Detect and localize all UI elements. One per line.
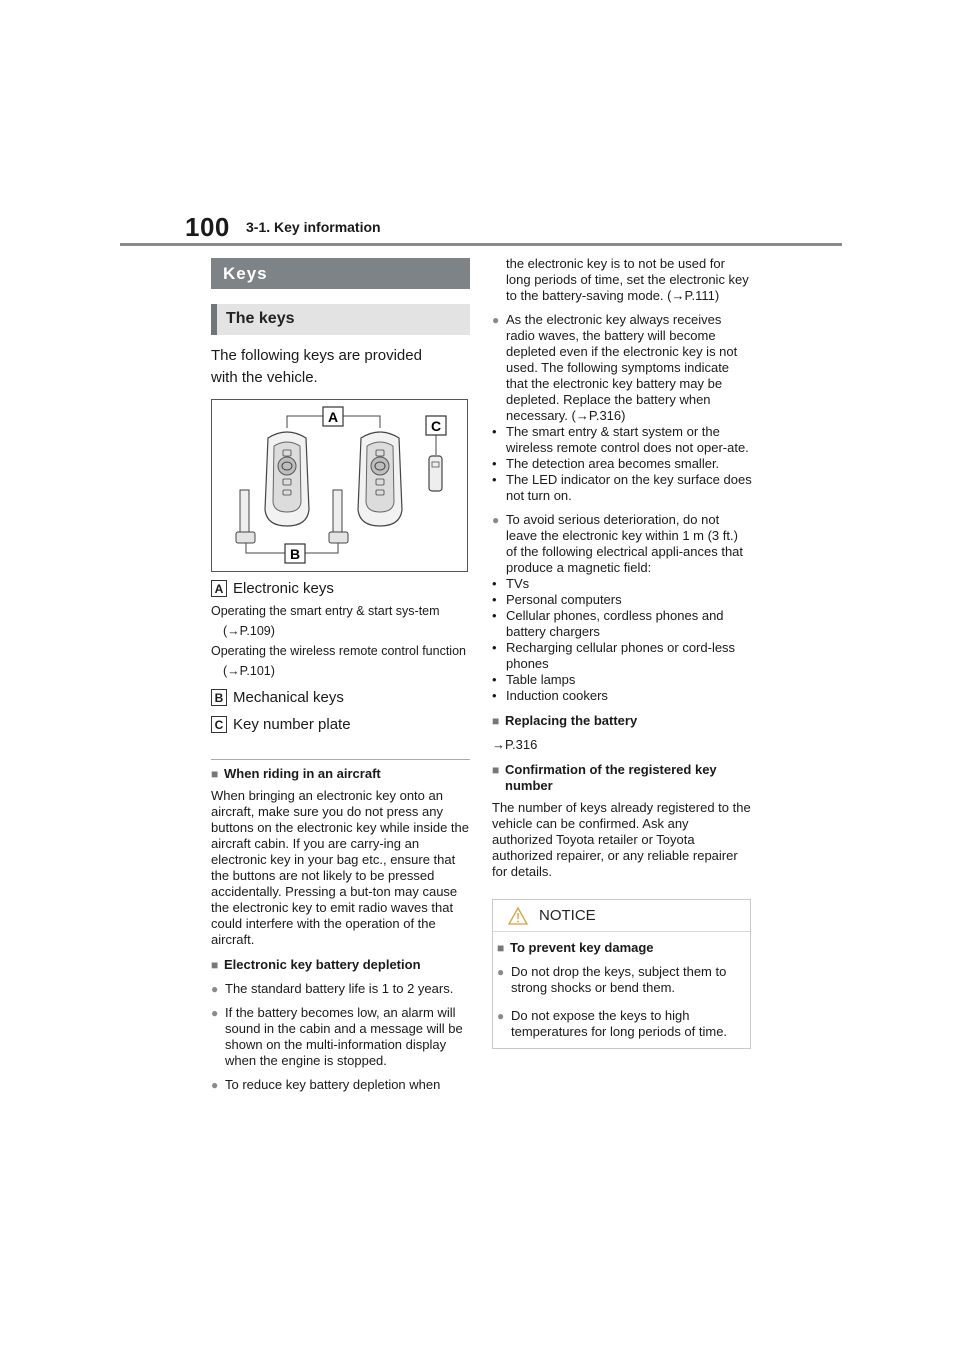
key-number-plate-label: Key number plate <box>233 716 351 733</box>
item-mechanical-keys <box>211 689 470 706</box>
electronic-keys-label: Electronic keys <box>233 580 334 597</box>
appliance-4: • Recharging cellular phones or cord-less phones <box>492 640 752 672</box>
aircraft-text: When bringing an electronic key onto an aircraft, make sure you do not press any buttons on the electronic key while inside the aircraft cabin. If you are carry-ing an electronic key in your bag etc., ensure that the buttons are not likely to be pressed accidentally. Pressing a but-ton may cause the electronic key to emit radio waves that could interfere with the operation of the aircraft. <box>211 788 469 947</box>
depletion-heading: ■ Electronic key battery depletion <box>211 957 470 973</box>
left-column <box>211 258 470 1093</box>
callout-b: B <box>289 546 301 562</box>
callout-c: C <box>430 418 442 434</box>
bullet-smart-entry: Operating the smart entry & start sys-tem (→P.109) <box>211 604 440 638</box>
keys-banner: Keys <box>211 258 470 289</box>
electronic-keys-bullets <box>211 601 470 681</box>
section-header: 3-1. Key information <box>246 219 381 235</box>
label-box-c: C <box>211 716 227 733</box>
bullet-wireless-remote: Operating the wireless remote control function (→P.101) <box>211 644 466 678</box>
notice-box <box>492 899 751 1049</box>
symptom-3: • The LED indicator on the key surface does not turn on. <box>492 472 752 504</box>
aircraft-heading: ■ When riding in an aircraft <box>211 766 470 782</box>
replacing-ref: →P.316 <box>492 737 538 752</box>
notice-item-1: ● Do not drop the keys, subject them to strong shocks or bend them. <box>497 964 740 996</box>
appliance-6: • Induction cookers <box>492 688 752 704</box>
keys-illustration <box>211 399 468 572</box>
keys-drawing <box>212 400 469 573</box>
label-box-a: A <box>211 580 227 597</box>
item-electronic-keys <box>211 580 470 597</box>
battery-saving-text: the electronic key is to not be used for long periods of time, set the electronic key to the battery-saving mode. (→P.111) <box>506 256 749 303</box>
confirm-text: The number of keys already registered to the vehicle can be confirmed. Ask any authorized Toyota retailer or Toyota authorized repairer, or any reliable repairer for details. <box>492 800 751 879</box>
depletion-item-1: ● The standard battery life is 1 to 2 years. <box>211 981 470 997</box>
appliance-1: • TVs <box>492 576 752 592</box>
page-number: 100 <box>185 212 230 242</box>
depletion-item-3: ● To reduce key battery depletion when <box>211 1077 470 1093</box>
appliance-3: • Cellular phones, cordless phones and battery chargers <box>492 608 752 640</box>
the-keys-subbanner: The keys <box>211 304 470 335</box>
item-key-number-plate <box>211 716 470 733</box>
mechanical-keys-label: Mechanical keys <box>233 689 344 706</box>
intro-text: The following keys are provided with the vehicle. <box>211 347 422 386</box>
confirm-heading: ■ Confirmation of the registered key number <box>492 762 752 794</box>
replacing-heading: ■ Replacing the battery <box>492 713 752 729</box>
notice-item-2: ● Do not expose the keys to high temperatures for long periods of time. <box>497 1008 740 1040</box>
warning-triangle-icon <box>507 906 529 926</box>
right-column <box>492 256 752 1049</box>
section-divider <box>211 759 470 760</box>
notice-heading: ■ To prevent key damage <box>497 940 740 956</box>
callout-a: A <box>327 409 339 425</box>
appliance-2: • Personal computers <box>492 592 752 608</box>
header-rule <box>120 243 842 246</box>
symptom-1: • The smart entry & start system or the wireless remote control does not oper-ate. <box>492 424 752 456</box>
appliance-5: • Table lamps <box>492 672 752 688</box>
radio-waves-item: ● As the electronic key always receives radio waves, the battery will become depleted even if the electronic key is not used. The following symptoms indicate that the electronic key battery may be depleted. Replace the battery when necessary. (→P.316) <box>492 312 752 424</box>
depletion-item-2: ● If the battery becomes low, an alarm will sound in the cabin and a message will be shown on the multi-information display when the engine is stopped. <box>211 1005 470 1069</box>
label-box-b: B <box>211 689 227 706</box>
notice-title: NOTICE <box>539 907 596 924</box>
notice-header <box>493 900 750 932</box>
deterioration-item: ● To avoid serious deterioration, do not leave the electronic key within 1 m (3 ft.) of the following electrical appli-ances that produce a magnetic field: <box>492 512 752 576</box>
symptom-2: • The detection area becomes smaller. <box>492 456 752 472</box>
